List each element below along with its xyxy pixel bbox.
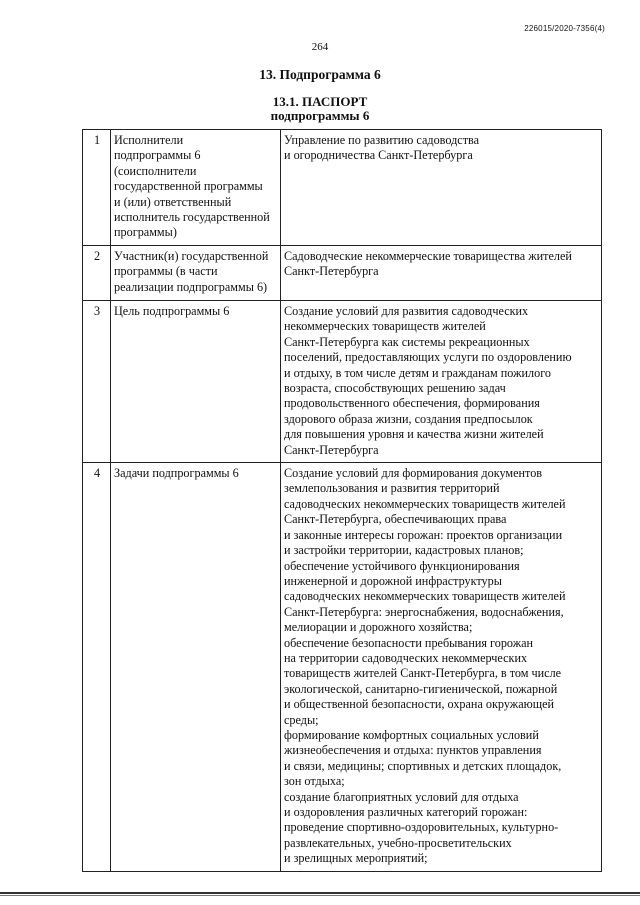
row-value-line: инженерной и дорожной инфраструктуры [284, 573, 502, 588]
row-value-line: обеспечение безопасности пребывания горожан [284, 635, 534, 650]
row-value-line: развлекательных, учебно-просветительских [284, 835, 512, 850]
row-value-line: садоводческих некоммерческих товариществ жителей [284, 589, 566, 604]
row-label-line: подпрограммы 6 [114, 148, 201, 163]
row-value-line: Садоводческие некоммерческие товарищества жителей [284, 249, 572, 263]
row-value-line: Создание условий для развития садоводческих [284, 304, 529, 318]
row-label-line: Участник(и) государственной [114, 249, 269, 263]
row-value [281, 246, 602, 301]
row-value-line: и законные интересы горожан: проектов организации [284, 527, 563, 542]
row-value-line: зон отдыха; [284, 774, 345, 789]
row-value-line: создание благоприятных условий для отдыха [284, 789, 519, 804]
row-label-line: Цель подпрограммы 6 [114, 304, 230, 318]
row-value-line: среды; [284, 712, 319, 727]
row-value-line: Санкт-Петербурга как системы рекреационных [284, 334, 530, 349]
row-value-line: и оздоровления различных категорий горожан: [284, 805, 528, 819]
row-value-line: и общественной безопасности, охрана окружающей [284, 697, 555, 712]
row-value-line: Создание условий для формирования документов [284, 466, 543, 481]
row-value-line: товариществ жителей Санкт-Петербурга, в том числе [284, 666, 562, 681]
row-label-line: программы) [114, 225, 177, 240]
row-value-line: формирование комфортных социальных условий [284, 727, 539, 742]
row-value-line: Санкт-Петербурга [284, 264, 379, 279]
row-value [281, 463, 602, 872]
row-value-line: и огородничества Санкт-Петербурга [284, 148, 473, 163]
row-value [281, 130, 602, 246]
row-label-line: государственной программы [114, 179, 263, 194]
row-value-line: здорового образа жизни, создания предпосылок [284, 411, 533, 426]
passport-row [83, 301, 602, 463]
passport-row [83, 463, 602, 872]
row-label-line: (соисполнители [114, 163, 197, 178]
row-value-line: и отдыху, в том числе детям и гражданам пожилого [284, 365, 551, 380]
page-bottom-edge-shadow [0, 895, 640, 896]
row-label [111, 463, 281, 872]
passport-title [0, 95, 640, 123]
row-number: 4 [83, 463, 111, 872]
page-number: 264 [311, 41, 329, 53]
row-number: 1 [83, 130, 111, 246]
row-value-line: мелиорации и дорожного хозяйства; [284, 620, 473, 635]
row-value-line: землепользования и развития территорий [284, 481, 500, 496]
row-value-line: садоводческих некоммерческих товариществ жителей [284, 496, 566, 511]
row-value-line: Санкт-Петербурга, обеспечивающих права [284, 512, 507, 527]
row-number: 3 [83, 301, 111, 463]
passport-row [83, 130, 602, 246]
row-value-line: Санкт-Петербурга [284, 442, 379, 457]
row-value-line: проведение спортивно-оздоровительных, культурно- [284, 820, 559, 835]
row-value-line: возраста, способствующих решению задач [284, 381, 506, 396]
row-value-line: жизнеобеспечения и отдыха: пунктов управления [284, 743, 542, 758]
row-value [281, 301, 602, 463]
row-value-line: и застройки территории, кадастровых планов; [284, 543, 524, 558]
row-label-line: Задачи подпрограммы 6 [114, 466, 239, 481]
passport-table [82, 129, 602, 872]
page-bottom-edge [0, 892, 640, 894]
row-label [111, 246, 281, 301]
row-value-line: обеспечение устойчивого функционирования [284, 558, 520, 573]
row-value-line: Управление по развитию садоводства [284, 133, 480, 147]
row-value-line: поселений, предоставляющих услуги по оздоровлению [284, 350, 572, 365]
document-code: 226015/2020-7356(4) [524, 24, 605, 33]
row-value-line: для повышения уровня и качества жизни жителей [284, 427, 544, 442]
row-label-line: исполнитель государственной [114, 210, 270, 225]
row-label [111, 130, 281, 246]
section-title: 13. Подпрограмма 6 [259, 67, 381, 82]
row-value-line: экологической, санитарно-гигиенической, пожарной [284, 681, 558, 696]
row-number: 2 [83, 246, 111, 301]
row-value-line: и связи, медицины; спортивных и детских площадок, [284, 758, 562, 773]
row-label [111, 301, 281, 463]
row-value-line: продовольственного обеспечения, формирования [284, 396, 540, 411]
row-value-line: и зрелищных мероприятий; [284, 851, 428, 866]
passport-subtitle-line: подпрограммы 6 [270, 108, 370, 123]
row-label-line: реализации подпрограммы 6) [114, 279, 268, 294]
row-label-line: Исполнители [114, 133, 184, 147]
row-value-line: Санкт-Петербурга: энергоснабжения, водоснабжения, [284, 604, 564, 619]
row-value-line: некоммерческих товариществ жителей [284, 319, 486, 334]
passport-row [83, 246, 602, 301]
row-value-line: на территории садоводческих некоммерческих [284, 650, 528, 665]
row-label-line: программы (в части [114, 264, 218, 279]
passport-title-line: 13.1. ПАСПОРТ [272, 94, 368, 109]
row-label-line: и (или) ответственный [114, 194, 232, 209]
